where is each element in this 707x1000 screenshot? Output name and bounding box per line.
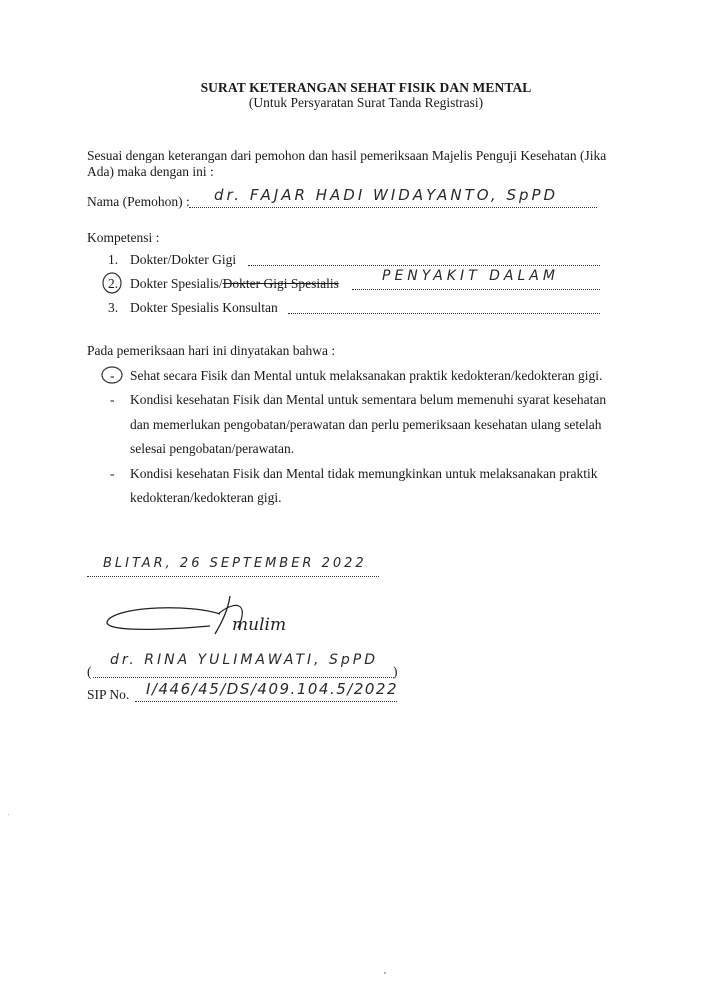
condition-2-line-3: selesai pengobatan/perawatan. [130, 441, 295, 456]
condition-1-bullet: - [110, 368, 115, 383]
intro-line-1: Sesuai dengan keterangan dari pemohon dan hasil pemeriksaan Majelis Penguji Kesehatan (Jika [87, 148, 607, 163]
document-subtitle: (Untuk Persyaratan Surat Tanda Registrasi) [248, 95, 484, 110]
competence-1-label: Dokter/Dokter Gigi [130, 252, 237, 267]
applicant-name-handwritten: dr. FAJAR HADI WIDAYANTO, SpPD [214, 186, 559, 204]
doctor-name-dotted-line [93, 677, 394, 678]
competence-2-number: 2. [108, 276, 119, 291]
place-date-handwritten: BLITAR, 26 SEPTEMBER 2022 [103, 556, 367, 571]
competence-2-text [130, 276, 339, 292]
signature-text: mulim [232, 615, 287, 635]
condition-3-line-1: Kondisi kesehatan Fisik dan Mental tidak memungkinkan untuk melaksanakan praktik [130, 466, 598, 481]
circle-mark-icon [99, 270, 125, 296]
competence-1-dotted-line [248, 265, 600, 266]
competence-2-dotted-line [352, 289, 600, 290]
sip-number-handwritten: I/446/45/DS/409.104.5/2022 [146, 680, 398, 698]
condition-1-line-1: Sehat secara Fisik dan Mental untuk melaksanakan praktik kedokteran/kedokteran gigi. [130, 368, 603, 383]
competence-1-number: 1. [108, 252, 119, 267]
applicant-label: Nama (Pemohon) : [87, 194, 190, 209]
competence-2-label: Dokter Spesialis/ [130, 276, 223, 291]
condition-2-line-2: dan memerlukan pengobatan/perawatan dan perlu pemeriksaan kesehatan ulang setelah [130, 417, 602, 432]
doctor-name-handwritten: dr. RINA YULIMAWATI, SpPD [110, 652, 379, 668]
document-title: SURAT KETERANGAN SEHAT FISIK DAN MENTAL [200, 80, 532, 95]
competence-label: Kompetensi : [87, 230, 160, 245]
condition-3-line-2: kedokteran/kedokteran gigi. [130, 490, 282, 505]
check-circle-icon [99, 363, 127, 387]
condition-3-bullet: - [110, 466, 115, 481]
condition-2-line-1: Kondisi kesehatan Fisik dan Mental untuk sementara belum memenuhi syarat kesehatan [130, 392, 607, 407]
scan-speck [384, 972, 386, 974]
doctor-paren-open: ( [87, 664, 92, 679]
applicant-dotted-line [189, 207, 597, 208]
place-date-dotted-line [87, 576, 379, 577]
condition-2-bullet: - [110, 392, 115, 407]
competence-2-handwritten: PENYAKIT DALAM [382, 268, 559, 284]
doctor-paren-close: ) [393, 664, 398, 679]
competence-3-label: Dokter Spesialis Konsultan [130, 300, 278, 315]
signature [100, 592, 320, 642]
sip-label: SIP No. [87, 687, 130, 702]
competence-2-struck: Dokter Gigi Spesialis [222, 276, 339, 291]
scan-speck [8, 814, 9, 815]
competence-3-number: 3. [108, 300, 119, 315]
exam-label: Pada pemeriksaan hari ini dinyatakan bahwa : [87, 343, 336, 358]
competence-3-dotted-line [288, 313, 600, 314]
intro-line-2: Ada) maka dengan ini : [87, 164, 214, 179]
sip-dotted-line [135, 701, 397, 702]
